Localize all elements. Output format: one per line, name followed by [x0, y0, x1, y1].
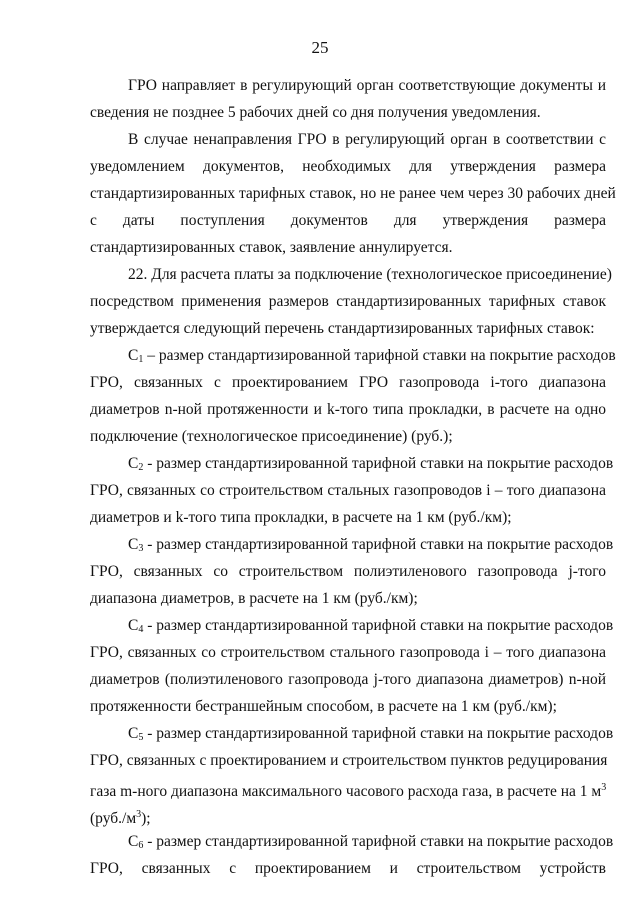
text-line: ГРО, связанных со строительством стального газопровода i – того диапазона [90, 644, 606, 661]
text-line [90, 805, 606, 829]
text-line [128, 724, 614, 748]
rate-subscript: 2 [138, 462, 144, 473]
rate-subscript: 1 [138, 354, 144, 365]
text-line: диаметров (полиэтиленового газопровода j-того диапазона диаметров) n-ной [90, 671, 606, 688]
text-line: утверждается следующий перечень стандартизированных тарифных ставок: [90, 320, 595, 337]
rate-symbol: С [128, 833, 139, 850]
text-line: стандартизированных тарифных ставок, но не ранее чем через 30 рабочих дней [90, 185, 616, 202]
unit-superscript: 3 [136, 809, 142, 820]
text-line [90, 778, 606, 802]
text-line: уведомлением документов, необходимых для утверждения размера [90, 158, 606, 175]
rate-definition: - размер стандартизированной тарифной ставки на покрытие расходов [143, 725, 614, 742]
rate-symbol: С [128, 617, 139, 634]
text-line [128, 616, 614, 640]
unit-superscript: 3 [601, 782, 607, 793]
text-line: протяженности бестраншейным способом, в расчете на 1 км (руб./км); [90, 698, 557, 715]
rate-subscript: 3 [138, 543, 144, 554]
text-fragment: (руб./м [90, 810, 137, 827]
text-line [128, 832, 614, 856]
text-line: стандартизированных ставок, заявление аннулируется. [90, 239, 453, 256]
text-line: сведения не позднее 5 рабочих дней со дня получения уведомления. [90, 104, 541, 121]
rate-symbol: С [128, 725, 139, 742]
rate-subscript: 4 [138, 624, 144, 635]
rate-symbol: С [128, 536, 139, 553]
text-line: ГРО, связанных со строительством полиэтиленового газопровода j-того [90, 563, 606, 580]
rate-subscript: 6 [138, 840, 144, 851]
rate-subscript: 5 [138, 732, 144, 743]
rate-definition: - размер стандартизированной тарифной ставки на покрытие расходов [143, 617, 614, 634]
text-line [128, 535, 614, 559]
text-line: с даты поступления документов для утверждения размера [90, 212, 606, 229]
rate-symbol: С [128, 455, 139, 472]
text-line: ГРО, связанных с проектированием и строительством устройств [90, 860, 606, 877]
rate-definition: - размер стандартизированной тарифной ставки на покрытие расходов [143, 833, 614, 850]
text-line: ГРО направляет в регулирующий орган соответствующие документы и [128, 77, 606, 94]
rate-definition: - размер стандартизированной тарифной ставки на покрытие расходов [143, 536, 614, 553]
text-line: диаметров n-ной протяженности и k-того типа прокладки, в расчете на одно [90, 401, 606, 418]
rate-definition: - размер стандартизированной тарифной ставки на покрытие расходов [143, 455, 614, 472]
text-line: ГРО, связанных с проектированием и строительством пунктов редуцирования [90, 752, 608, 769]
text-line: диапазона диаметров, в расчете на 1 км (руб./км); [90, 590, 418, 607]
page-number: 25 [311, 38, 329, 57]
text-line: подключение (технологическое присоединение) (руб.); [90, 428, 453, 445]
text-fragment: газа m-ного диапазона максимального часового расхода газа, в расчете на 1 м [90, 783, 602, 800]
text-line: В случае ненаправления ГРО в регулирующий орган в соответствии с [128, 131, 606, 148]
text-line: ГРО, связанных с проектированием ГРО газопровода i-того диапазона [90, 374, 606, 391]
text-line: ГРО, связанных со строительством стальных газопроводов i – того диапазона [90, 482, 606, 499]
text-line: посредством применения размеров стандартизированных тарифных ставок [90, 293, 606, 310]
text-line: 22. Для расчета платы за подключение (технологическое присоединение) [128, 266, 612, 283]
rate-symbol: С [128, 347, 139, 364]
text-line [128, 454, 614, 478]
text-fragment: ); [141, 810, 151, 827]
text-line [128, 346, 616, 370]
text-line: диаметров и k-того типа прокладки, в расчете на 1 км (руб./км); [90, 509, 512, 526]
rate-definition: – размер стандартизированной тарифной ставки на покрытие расходов [143, 347, 616, 364]
